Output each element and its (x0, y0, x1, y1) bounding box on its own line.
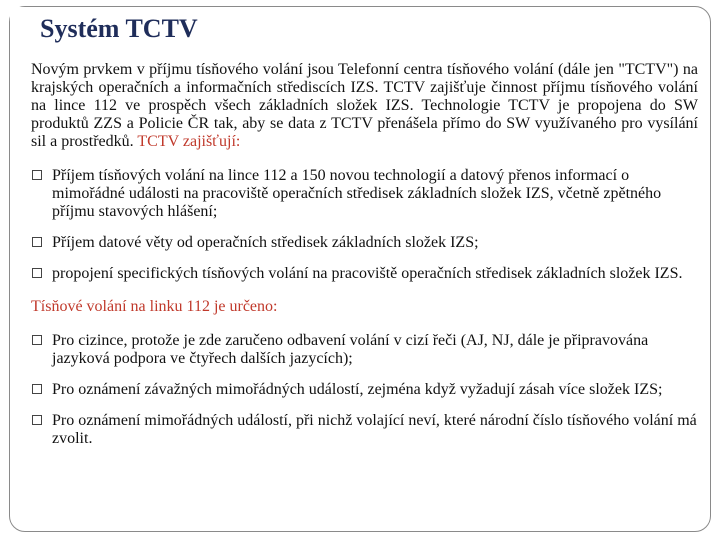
checkbox-bullet-icon (32, 268, 42, 278)
purpose-text: Pro oznámení závažných mimořádných událostí, zejména když vyžadují zásah více složek IZS; (52, 381, 663, 398)
task-text: Příjem tísňových volání na lince 112 a 150 novou technologií a datový přenos informací o mimořádné události na pracoviště operačních středisek základních složek IZS, včetně zpětného příjmu stavových hlášení; (52, 167, 662, 220)
slide-title: Systém TCTV (10, 7, 212, 51)
purpose-heading: Tísňové volání na linku 112 je určeno: (31, 298, 278, 315)
purpose-text: Pro oznámení mimořádných událostí, při nichž volající neví, které národní číslo tísňového volání má zvolit. (52, 412, 697, 447)
checkbox-bullet-icon (32, 415, 42, 425)
task-text: propojení specifických tísňových volání na pracoviště operačních středisek základních složek IZS. (52, 265, 683, 282)
intro-paragraph (31, 61, 698, 151)
list-item (31, 332, 698, 368)
task-text: Příjem datové věty od operačních středisek základních složek IZS; (52, 234, 479, 251)
list-item (31, 412, 698, 448)
list-item (31, 167, 698, 221)
list-item (31, 265, 698, 283)
checkbox-bullet-icon (32, 170, 42, 180)
intro-highlight: TCTV zajišťují: (137, 133, 241, 150)
slide-content (31, 61, 698, 448)
checkbox-bullet-icon (32, 335, 42, 345)
list-item (31, 234, 698, 252)
purpose-text: Pro cizince, protože je zde zaručeno odbavení volání v cizí řeči (AJ, NJ, dále je připravována jazyková podpora ve čtyřech dalších jazycích); (52, 332, 649, 367)
checkbox-bullet-icon (32, 384, 42, 394)
slide-frame (9, 6, 711, 532)
intro-text: Novým prvkem v příjmu tísňového volání jsou Telefonní centra tísňového volání (dále jen "TCTV") na krajských operačních a informačních střediscích IZS. TCTV zajišťuje činnost příjmu tísňového volání na lince 112 ve prospěch všech základních složek IZS. Technologie TCTV je propojena do SW produktů ZZS a Policie ČR tak, aby se data z TCTV přenášela přímo do SW využívaného pro vysílání sil a prostředků. (31, 61, 698, 150)
list-item (31, 381, 698, 399)
checkbox-bullet-icon (32, 237, 42, 247)
